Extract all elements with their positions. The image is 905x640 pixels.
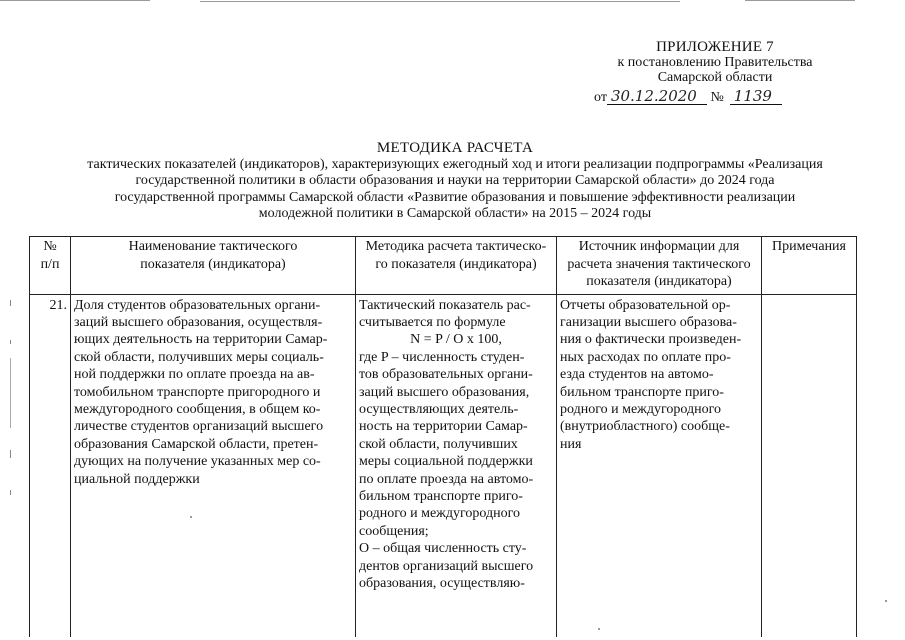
notes-cell bbox=[762, 294, 857, 637]
decree-date-number bbox=[594, 89, 782, 106]
from-label: от bbox=[594, 90, 607, 105]
header-notes: Примечания bbox=[762, 237, 857, 295]
header-number: № п/п bbox=[30, 237, 71, 295]
information-source-cell: Отчеты образовательной ор- ганизации высшего образова- ния о фактически произведен- ных расходах по оплате про- езда студентов на автомо- бильном транспорте приго- родного и междугородного (внутриобластного) сообще- ния bbox=[557, 294, 762, 637]
appendix-decree: к постановлению Правительства bbox=[617, 55, 813, 70]
title-heading: МЕТОДИКА РАСЧЕТА bbox=[376, 140, 534, 156]
table-row bbox=[30, 294, 857, 637]
scan-edge-line bbox=[745, 0, 855, 1]
appendix-block bbox=[565, 40, 865, 85]
appendix-region: Самарской области bbox=[657, 70, 773, 85]
title-line: тактических показателей (индикаторов), характеризующих ежегодный ход и итоги реализации подпрограммы «Реализация bbox=[87, 156, 823, 172]
header-information-source: Источник информации для расчета значения тактического показателя (индикатора) bbox=[557, 237, 762, 295]
title-line: молодежной политики в Самарской области» на 2015 – 2024 годы bbox=[258, 206, 652, 221]
table-header-row bbox=[30, 237, 857, 295]
header-indicator-name: Наименование тактического показателя (индикатора) bbox=[71, 237, 356, 295]
scan-edge-line bbox=[200, 1, 680, 2]
row-number: 21. bbox=[30, 294, 71, 637]
scan-edge-line bbox=[0, 0, 150, 1]
handwritten-date: 30.12.2020 bbox=[607, 89, 707, 105]
document-title bbox=[60, 140, 850, 223]
number-sign: № bbox=[710, 90, 724, 105]
methodology-table bbox=[29, 236, 857, 637]
title-line: государственной политики в области образования и науки на территории Самарской области» до 2024 года bbox=[135, 173, 775, 188]
title-line: государственной программы Самарской области «Развитие образования и повышение эффективности реализации bbox=[114, 189, 796, 205]
calculation-method-cell: Тактический показатель рас- считывается по формуле N = P / O x 100, где P – численность студен- тов образовательных органи- заций высшего образования, осуществляющих деятель- ность на территории Самар- ской области, получивших меры социальной поддержки по оплате проезда на автомо- бильном транспорте приго- родного и междугородного сообщения; O – общая численность сту- дентов организаций высшего образования, осуществляю- bbox=[356, 294, 557, 637]
appendix-title: ПРИЛОЖЕНИЕ 7 bbox=[656, 39, 774, 55]
header-calculation-method: Методика расчета тактическо- го показателя (индикатора) bbox=[356, 237, 557, 295]
indicator-name-cell: Доля студентов образовательных органи- заций высшего образования, осуществля- ющих деятельность на территории Самар- ской области, получивших меры социаль- ной поддержки по оплате проезда на ав- томобильном транспорте пригородного и междугородного сообщения, в общем ко- личестве студентов организаций высшего образования Самарской области, претен- дующих на получение указанных мер со- циальной поддержки bbox=[71, 294, 356, 637]
handwritten-number: 1139 bbox=[730, 89, 782, 105]
scan-speck bbox=[885, 600, 887, 602]
formula: N = P / O x 100, bbox=[410, 332, 502, 348]
binding-margin-marks bbox=[2, 300, 22, 530]
